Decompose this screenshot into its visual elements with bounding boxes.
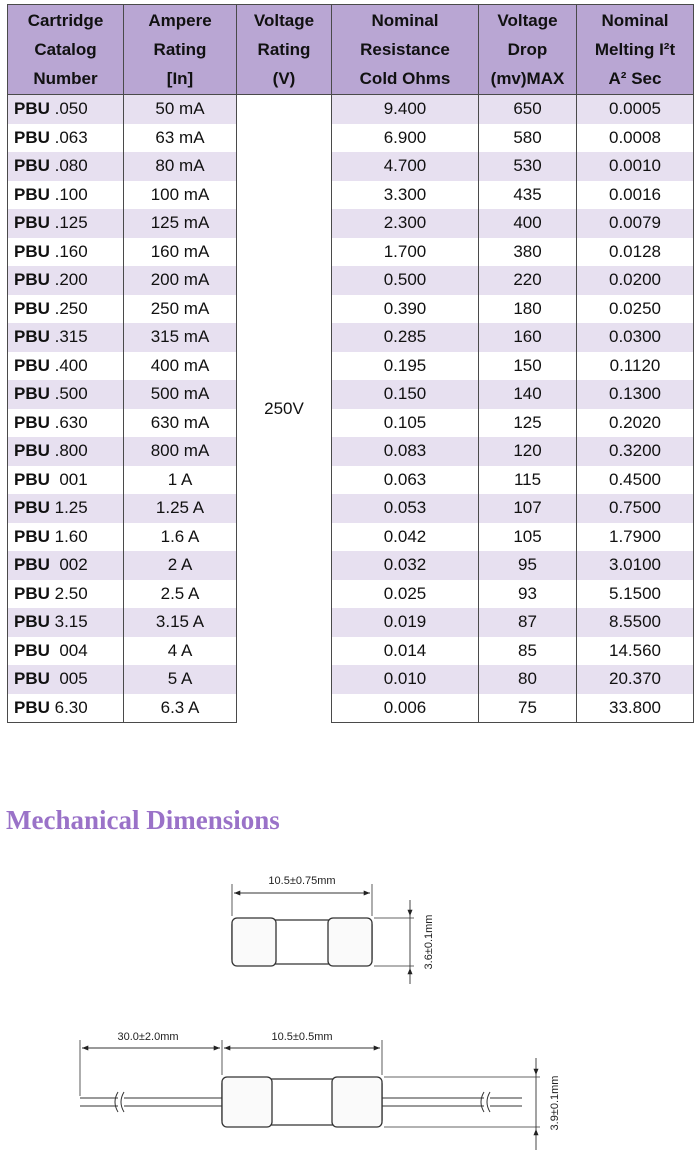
catalog-code: .080 bbox=[49, 156, 88, 176]
ampere-rating-cell: 4 A bbox=[124, 637, 237, 666]
resistance-cell: 0.500 bbox=[332, 266, 479, 295]
catalog-prefix: PBU bbox=[14, 498, 50, 518]
catalog-number-cell bbox=[8, 409, 124, 438]
catalog-code: 005 bbox=[49, 669, 88, 689]
catalog-prefix: PBU bbox=[14, 327, 50, 347]
catalog-prefix: PBU bbox=[14, 612, 50, 632]
resistance-cell: 0.150 bbox=[332, 380, 479, 409]
lead-length-label: 30.0±2.0mm bbox=[117, 1031, 179, 1043]
catalog-number-cell bbox=[8, 437, 124, 466]
ampere-rating-cell: 80 mA bbox=[124, 152, 237, 181]
resistance-cell: 0.195 bbox=[332, 352, 479, 381]
melting-i2t-cell: 8.5500 bbox=[577, 608, 694, 637]
catalog-code: 004 bbox=[49, 640, 88, 660]
melting-i2t-cell: 0.0005 bbox=[577, 95, 694, 124]
catalog-prefix: PBU bbox=[14, 213, 50, 233]
header-voltage-drop: Voltage Drop (mv)MAX bbox=[479, 5, 577, 95]
catalog-number-cell bbox=[8, 266, 124, 295]
table-row bbox=[8, 209, 694, 238]
voltage-drop-cell: 530 bbox=[479, 152, 577, 181]
header-melting-i2t: Nominal Melting I²t A² Sec bbox=[577, 5, 694, 95]
cartridge-cap-right bbox=[328, 918, 372, 966]
catalog-number-cell bbox=[8, 95, 124, 124]
resistance-cell: 0.042 bbox=[332, 523, 479, 552]
fuse-spec-table bbox=[7, 4, 694, 723]
ampere-rating-cell: 250 mA bbox=[124, 295, 237, 324]
header-catalog-number: Cartridge Catalog Number bbox=[8, 5, 124, 95]
resistance-cell: 0.006 bbox=[332, 694, 479, 723]
voltage-drop-cell: 93 bbox=[479, 580, 577, 609]
table-row bbox=[8, 694, 694, 723]
catalog-number-cell bbox=[8, 466, 124, 495]
melting-i2t-cell: 0.0008 bbox=[577, 124, 694, 153]
resistance-cell: 3.300 bbox=[332, 181, 479, 210]
melting-i2t-cell: 0.0300 bbox=[577, 323, 694, 352]
catalog-code: .400 bbox=[49, 355, 88, 375]
melting-i2t-cell: 0.2020 bbox=[577, 409, 694, 438]
melting-i2t-cell: 0.7500 bbox=[577, 494, 694, 523]
catalog-code: .315 bbox=[49, 327, 88, 347]
melting-i2t-cell: 14.560 bbox=[577, 637, 694, 666]
resistance-cell: 2.300 bbox=[332, 209, 479, 238]
resistance-cell: 1.700 bbox=[332, 238, 479, 267]
catalog-prefix: PBU bbox=[14, 241, 50, 261]
catalog-prefix: PBU bbox=[14, 99, 50, 119]
catalog-code: 1.60 bbox=[49, 526, 88, 546]
voltage-drop-cell: 580 bbox=[479, 124, 577, 153]
catalog-number-cell bbox=[8, 295, 124, 324]
catalog-number-cell bbox=[8, 523, 124, 552]
voltage-drop-cell: 95 bbox=[479, 551, 577, 580]
catalog-prefix: PBU bbox=[14, 697, 50, 717]
voltage-rating-cell: 250V bbox=[237, 95, 332, 723]
catalog-code: 001 bbox=[49, 469, 88, 489]
catalog-prefix: PBU bbox=[14, 412, 50, 432]
table-row bbox=[8, 238, 694, 267]
ampere-rating-cell: 160 mA bbox=[124, 238, 237, 267]
table-row bbox=[8, 523, 694, 552]
table-row bbox=[8, 580, 694, 609]
axial-cap-left bbox=[222, 1077, 272, 1127]
table-row bbox=[8, 95, 694, 124]
body-length-label: 10.5±0.5mm bbox=[271, 1031, 333, 1043]
voltage-drop-cell: 75 bbox=[479, 694, 577, 723]
catalog-code: .125 bbox=[49, 213, 88, 233]
melting-i2t-cell: 3.0100 bbox=[577, 551, 694, 580]
voltage-drop-cell: 107 bbox=[479, 494, 577, 523]
catalog-number-cell bbox=[8, 637, 124, 666]
header-ampere-rating: Ampere Rating [In] bbox=[124, 5, 237, 95]
voltage-drop-cell: 400 bbox=[479, 209, 577, 238]
table-header-row bbox=[8, 5, 694, 95]
table-row bbox=[8, 551, 694, 580]
cartridge-length-label: 10.5±0.75mm bbox=[268, 875, 336, 887]
catalog-number-cell bbox=[8, 665, 124, 694]
cartridge-diameter-label: 3.6±0.1mm bbox=[423, 914, 435, 970]
melting-i2t-cell: 0.0250 bbox=[577, 295, 694, 324]
catalog-code: 3.15 bbox=[49, 612, 88, 632]
ampere-rating-cell: 1.6 A bbox=[124, 523, 237, 552]
melting-i2t-cell: 0.4500 bbox=[577, 466, 694, 495]
ampere-rating-cell: 63 mA bbox=[124, 124, 237, 153]
catalog-code: 6.30 bbox=[49, 697, 88, 717]
catalog-prefix: PBU bbox=[14, 669, 50, 689]
axial-cap-right bbox=[332, 1077, 382, 1127]
catalog-number-cell bbox=[8, 551, 124, 580]
voltage-drop-cell: 87 bbox=[479, 608, 577, 637]
resistance-cell: 0.063 bbox=[332, 466, 479, 495]
catalog-number-cell bbox=[8, 181, 124, 210]
ampere-rating-cell: 400 mA bbox=[124, 352, 237, 381]
catalog-prefix: PBU bbox=[14, 469, 50, 489]
mechanical-drawing bbox=[0, 860, 700, 1166]
voltage-drop-cell: 105 bbox=[479, 523, 577, 552]
table-row bbox=[8, 466, 694, 495]
resistance-cell: 0.014 bbox=[332, 637, 479, 666]
table-row bbox=[8, 380, 694, 409]
resistance-cell: 4.700 bbox=[332, 152, 479, 181]
ampere-rating-cell: 1.25 A bbox=[124, 494, 237, 523]
ampere-rating-cell: 5 A bbox=[124, 665, 237, 694]
table-body bbox=[8, 95, 694, 723]
catalog-number-cell bbox=[8, 608, 124, 637]
body-diameter-label: 3.9±0.1mm bbox=[549, 1075, 561, 1131]
voltage-drop-cell: 380 bbox=[479, 238, 577, 267]
table-row bbox=[8, 152, 694, 181]
voltage-drop-cell: 220 bbox=[479, 266, 577, 295]
resistance-cell: 0.105 bbox=[332, 409, 479, 438]
catalog-code: .800 bbox=[49, 441, 88, 461]
catalog-prefix: PBU bbox=[14, 526, 50, 546]
catalog-prefix: PBU bbox=[14, 583, 50, 603]
table-row bbox=[8, 352, 694, 381]
voltage-drop-cell: 180 bbox=[479, 295, 577, 324]
catalog-prefix: PBU bbox=[14, 298, 50, 318]
melting-i2t-cell: 0.0079 bbox=[577, 209, 694, 238]
ampere-rating-cell: 2 A bbox=[124, 551, 237, 580]
ampere-rating-cell: 800 mA bbox=[124, 437, 237, 466]
resistance-cell: 0.285 bbox=[332, 323, 479, 352]
melting-i2t-cell: 0.1300 bbox=[577, 380, 694, 409]
resistance-cell: 0.390 bbox=[332, 295, 479, 324]
table-row bbox=[8, 323, 694, 352]
catalog-code: .063 bbox=[49, 127, 88, 147]
table-row bbox=[8, 665, 694, 694]
cartridge-fuse-drawing bbox=[232, 884, 414, 984]
table-row bbox=[8, 181, 694, 210]
catalog-code: .500 bbox=[49, 384, 88, 404]
melting-i2t-cell: 0.1120 bbox=[577, 352, 694, 381]
table-row bbox=[8, 266, 694, 295]
resistance-cell: 0.010 bbox=[332, 665, 479, 694]
resistance-cell: 0.019 bbox=[332, 608, 479, 637]
catalog-code: .050 bbox=[49, 99, 88, 119]
voltage-drop-cell: 435 bbox=[479, 181, 577, 210]
catalog-prefix: PBU bbox=[14, 441, 50, 461]
header-resistance: Nominal Resistance Cold Ohms bbox=[332, 5, 479, 95]
catalog-code: .160 bbox=[49, 241, 88, 261]
ampere-rating-cell: 100 mA bbox=[124, 181, 237, 210]
table-row bbox=[8, 608, 694, 637]
melting-i2t-cell: 0.3200 bbox=[577, 437, 694, 466]
voltage-drop-cell: 85 bbox=[479, 637, 577, 666]
resistance-cell: 0.053 bbox=[332, 494, 479, 523]
ampere-rating-cell: 50 mA bbox=[124, 95, 237, 124]
catalog-prefix: PBU bbox=[14, 640, 50, 660]
ampere-rating-cell: 500 mA bbox=[124, 380, 237, 409]
catalog-code: 002 bbox=[49, 555, 88, 575]
ampere-rating-cell: 3.15 A bbox=[124, 608, 237, 637]
voltage-drop-cell: 120 bbox=[479, 437, 577, 466]
ampere-rating-cell: 6.3 A bbox=[124, 694, 237, 723]
catalog-code: 1.25 bbox=[49, 498, 88, 518]
axial-fuse-drawing bbox=[80, 1040, 540, 1150]
table-row bbox=[8, 409, 694, 438]
resistance-cell: 0.025 bbox=[332, 580, 479, 609]
catalog-number-cell bbox=[8, 580, 124, 609]
ampere-rating-cell: 2.5 A bbox=[124, 580, 237, 609]
table-row bbox=[8, 295, 694, 324]
voltage-drop-cell: 80 bbox=[479, 665, 577, 694]
ampere-rating-cell: 125 mA bbox=[124, 209, 237, 238]
catalog-prefix: PBU bbox=[14, 384, 50, 404]
resistance-cell: 9.400 bbox=[332, 95, 479, 124]
ampere-rating-cell: 200 mA bbox=[124, 266, 237, 295]
catalog-number-cell bbox=[8, 323, 124, 352]
catalog-code: 2.50 bbox=[49, 583, 88, 603]
table-row bbox=[8, 637, 694, 666]
catalog-number-cell bbox=[8, 124, 124, 153]
catalog-code: .630 bbox=[49, 412, 88, 432]
catalog-prefix: PBU bbox=[14, 127, 50, 147]
voltage-drop-cell: 150 bbox=[479, 352, 577, 381]
catalog-number-cell bbox=[8, 352, 124, 381]
catalog-prefix: PBU bbox=[14, 355, 50, 375]
catalog-number-cell bbox=[8, 209, 124, 238]
catalog-number-cell bbox=[8, 694, 124, 723]
cartridge-cap-left bbox=[232, 918, 276, 966]
catalog-number-cell bbox=[8, 152, 124, 181]
melting-i2t-cell: 0.0016 bbox=[577, 181, 694, 210]
melting-i2t-cell: 33.800 bbox=[577, 694, 694, 723]
ampere-rating-cell: 315 mA bbox=[124, 323, 237, 352]
ampere-rating-cell: 630 mA bbox=[124, 409, 237, 438]
catalog-code: .100 bbox=[49, 184, 88, 204]
catalog-prefix: PBU bbox=[14, 270, 50, 290]
voltage-drop-cell: 650 bbox=[479, 95, 577, 124]
melting-i2t-cell: 0.0128 bbox=[577, 238, 694, 267]
catalog-code: .250 bbox=[49, 298, 88, 318]
catalog-prefix: PBU bbox=[14, 555, 50, 575]
section-title: Mechanical Dimensions bbox=[6, 805, 280, 835]
catalog-number-cell bbox=[8, 380, 124, 409]
melting-i2t-cell: 1.7900 bbox=[577, 523, 694, 552]
catalog-code: .200 bbox=[49, 270, 88, 290]
catalog-number-cell bbox=[8, 494, 124, 523]
resistance-cell: 0.032 bbox=[332, 551, 479, 580]
melting-i2t-cell: 0.0200 bbox=[577, 266, 694, 295]
ampere-rating-cell: 1 A bbox=[124, 466, 237, 495]
catalog-prefix: PBU bbox=[14, 184, 50, 204]
table-row bbox=[8, 437, 694, 466]
resistance-cell: 0.083 bbox=[332, 437, 479, 466]
melting-i2t-cell: 5.1500 bbox=[577, 580, 694, 609]
table-row bbox=[8, 124, 694, 153]
catalog-number-cell bbox=[8, 238, 124, 267]
catalog-prefix: PBU bbox=[14, 156, 50, 176]
voltage-drop-cell: 160 bbox=[479, 323, 577, 352]
voltage-drop-cell: 140 bbox=[479, 380, 577, 409]
resistance-cell: 6.900 bbox=[332, 124, 479, 153]
voltage-drop-cell: 115 bbox=[479, 466, 577, 495]
melting-i2t-cell: 0.0010 bbox=[577, 152, 694, 181]
melting-i2t-cell: 20.370 bbox=[577, 665, 694, 694]
voltage-drop-cell: 125 bbox=[479, 409, 577, 438]
table-row bbox=[8, 494, 694, 523]
header-voltage-rating: Voltage Rating (V) bbox=[237, 5, 332, 95]
